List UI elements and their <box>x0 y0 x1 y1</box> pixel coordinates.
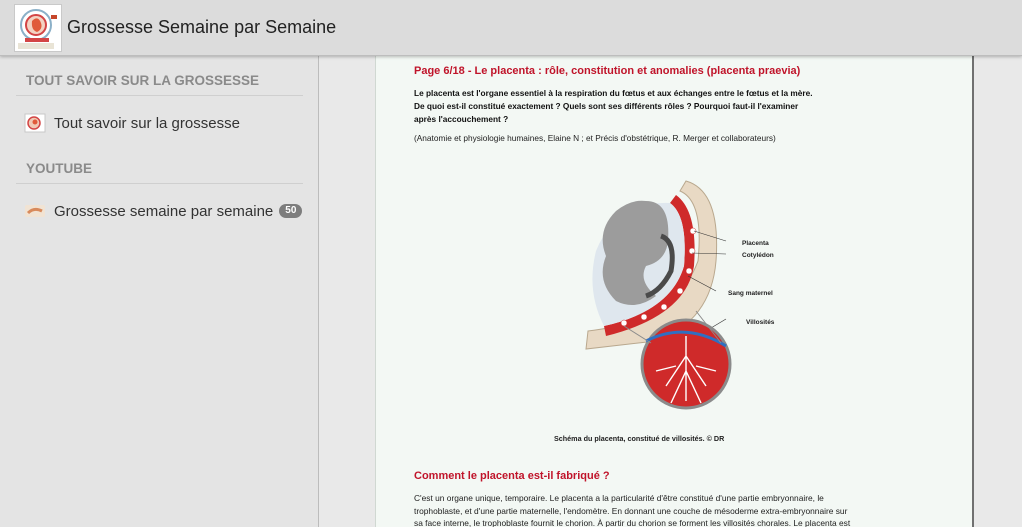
section-subtitle: Comment le placenta est-il fabriqué ? <box>414 470 610 482</box>
label-placenta: Placenta <box>742 240 769 247</box>
app-logo-icon[interactable] <box>14 4 62 52</box>
video-count-badge: 50 <box>279 204 302 218</box>
intro-paragraph <box>414 87 834 126</box>
drawer-item-label: Grossesse semaine par semaine <box>54 202 274 220</box>
reference-text: (Anatomie et physiologie humaines, Elaine N ; et Précis d'obstétrique, R. Merger et collaborateurs) <box>414 133 776 143</box>
intro-line: Le placenta est l'organe essentiel à la respiration du fœtus et aux échanges entre le fœtus et la mère. <box>414 88 813 98</box>
video-thumbnail-icon <box>24 201 46 221</box>
grossesse-icon <box>24 113 46 133</box>
drawer-item-youtube[interactable] <box>16 196 306 226</box>
section-header-youtube: YOUTUBE <box>16 161 303 184</box>
body-line: C'est un organe unique, temporaire. Le placenta a la particularité d'être constitué d'une partie embryonnaire, le <box>414 493 824 503</box>
body-line: sa face interne, le trophoblaste fournit le chorion. À partir du chorion se forment les villosités chorales. Le placenta est <box>414 518 851 527</box>
body-paragraph <box>414 492 894 527</box>
article-page[interactable] <box>375 56 974 527</box>
section-header-grossesse: TOUT SAVOIR SUR LA GROSSESSE <box>16 73 303 96</box>
placenta-diagram <box>576 171 796 421</box>
body-line: trophoblaste, et d'une partie maternelle, l'endomètre. En donnant une couche de mésoderme extra-embryonnaire sur <box>414 505 848 516</box>
drawer-item-tout-savoir[interactable] <box>16 108 306 138</box>
label-villosites: Villosités <box>746 319 775 326</box>
intro-line: De quoi est-il constitué exactement ? Quels sont ses différents rôles ? Pourquoi faut-il l'examiner <box>414 101 799 111</box>
app-title: Grossesse Semaine par Semaine <box>67 17 337 37</box>
label-cotyledon: Cotylédon <box>742 252 774 259</box>
drawer-item-label: Tout savoir sur la grossesse <box>54 114 240 132</box>
page-title: Page 6/18 - Le placenta : rôle, constitution et anomalies (placenta praevia) <box>414 65 801 77</box>
label-sang-maternel: Sang maternel <box>728 290 773 297</box>
intro-line: après l'accouchement ? <box>414 114 509 124</box>
content-area[interactable] <box>319 56 1022 527</box>
figure-caption: Schéma du placenta, constitué de villosités. © DR <box>554 434 725 443</box>
navigation-drawer <box>0 56 319 527</box>
action-bar <box>0 0 1022 56</box>
